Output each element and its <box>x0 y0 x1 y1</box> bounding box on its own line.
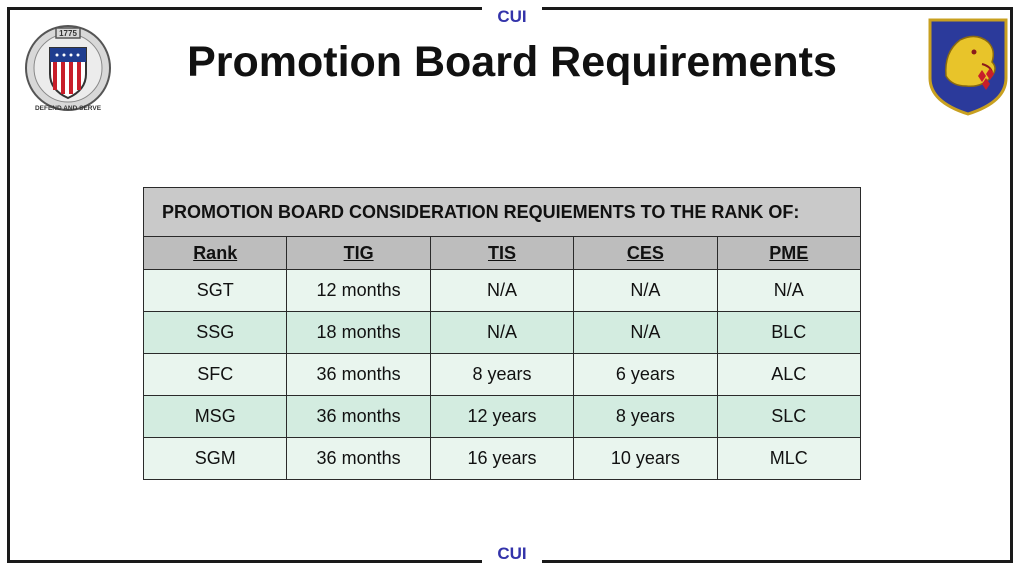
table-header: PROMOTION BOARD CONSIDERATION REQUIEMENTS TO THE RANK OF: <box>144 188 861 237</box>
promotion-requirements-table <box>143 187 861 480</box>
table-row <box>144 312 861 354</box>
page-title: Promotion Board Requirements <box>187 38 837 86</box>
table-cell: 8 years <box>430 354 573 396</box>
table-cell: N/A <box>574 312 717 354</box>
table-cell: SGM <box>144 438 287 480</box>
table-cell: N/A <box>574 270 717 312</box>
table-cell: N/A <box>430 270 573 312</box>
table-cell: N/A <box>430 312 573 354</box>
table-cell: 6 years <box>574 354 717 396</box>
table-cell: 18 months <box>287 312 430 354</box>
table-row <box>144 438 861 480</box>
table-cell: N/A <box>717 270 860 312</box>
table-cell: 10 years <box>574 438 717 480</box>
table-cell: ALC <box>717 354 860 396</box>
table-row <box>144 354 861 396</box>
cui-banner-top: CUI <box>482 6 542 28</box>
table-cell: 8 years <box>574 396 717 438</box>
cui-banner-bottom: CUI <box>482 543 542 565</box>
table-row <box>144 270 861 312</box>
column-header-pme: PME <box>717 237 860 270</box>
unit-crest-lion-icon <box>926 16 1010 116</box>
table-cell: MSG <box>144 396 287 438</box>
insignia-motto: DEFEND AND SERVE <box>34 105 102 112</box>
table-cell: SSG <box>144 312 287 354</box>
insignia-year: 1775 <box>59 29 77 38</box>
table-row <box>144 396 861 438</box>
table-cell: 12 years <box>430 396 573 438</box>
table-cell: MLC <box>717 438 860 480</box>
column-header-tis: TIS <box>430 237 573 270</box>
table-cell: SGT <box>144 270 287 312</box>
table-cell: SLC <box>717 396 860 438</box>
table-header-row <box>144 188 861 237</box>
table-cell: 36 months <box>287 354 430 396</box>
table-cell: SFC <box>144 354 287 396</box>
table-cell: BLC <box>717 312 860 354</box>
column-header-ces: CES <box>574 237 717 270</box>
table-cell: 12 months <box>287 270 430 312</box>
column-header-tig: TIG <box>287 237 430 270</box>
table-cell: 16 years <box>430 438 573 480</box>
column-header-rank: Rank <box>144 237 287 270</box>
table-cell: 36 months <box>287 396 430 438</box>
table-cell: 36 months <box>287 438 430 480</box>
column-header-row <box>144 237 861 270</box>
